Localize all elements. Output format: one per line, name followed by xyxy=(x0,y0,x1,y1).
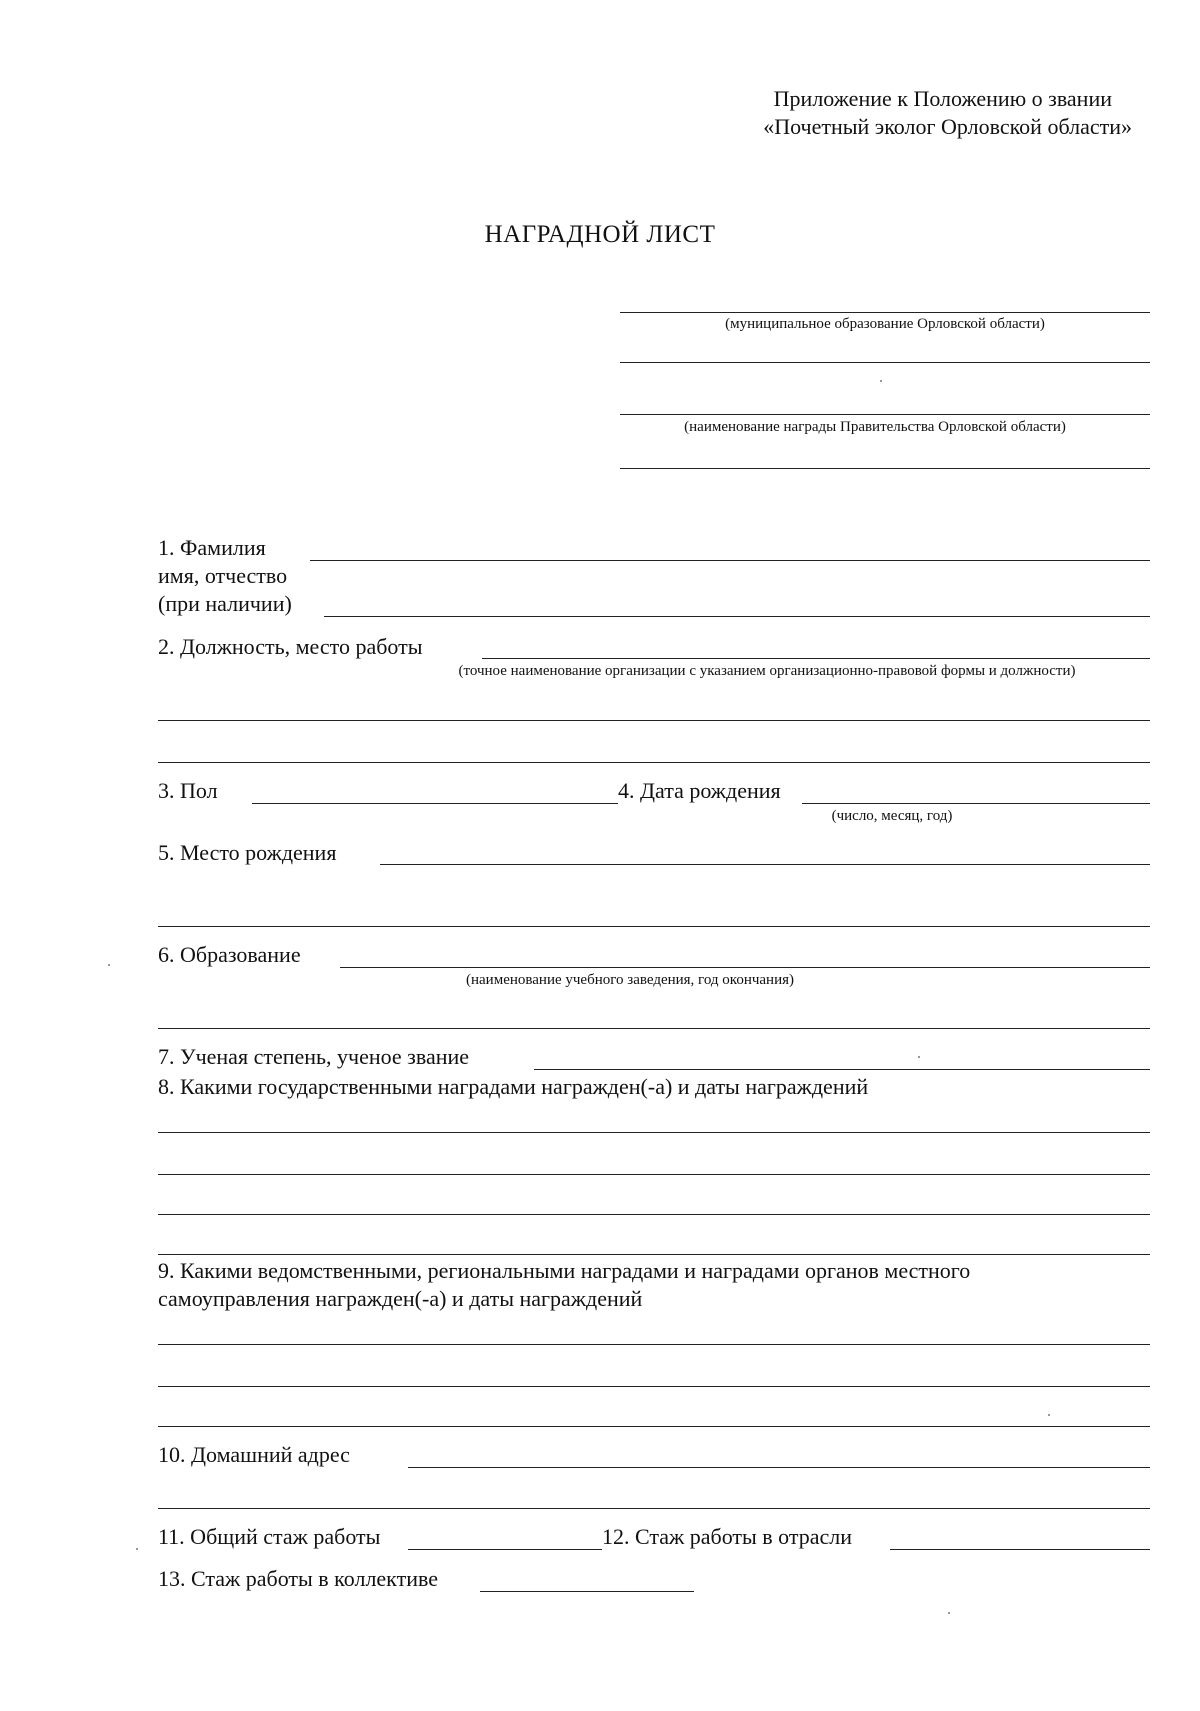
municipality-caption: (муниципальное образование Орловской области) xyxy=(725,316,1045,332)
position-line-3[interactable] xyxy=(158,762,1150,763)
document-title: НАГРАДНОЙ ЛИСТ xyxy=(484,221,716,248)
state-awards-line-2[interactable] xyxy=(158,1174,1150,1175)
total-experience-line[interactable] xyxy=(408,1549,602,1550)
scan-speck xyxy=(880,380,882,382)
field-7-label: 7. Ученая степень, ученое звание xyxy=(158,1044,470,1069)
birth-place-line[interactable] xyxy=(380,864,1150,865)
field-1-label-2: имя, отчество xyxy=(158,563,288,588)
name-patronymic-line[interactable] xyxy=(324,616,1150,617)
team-experience-line[interactable] xyxy=(480,1591,694,1592)
field-12-label: 12. Стаж работы в отрасли xyxy=(602,1524,853,1549)
position-line[interactable] xyxy=(482,658,1150,659)
organization-caption: (точное наименование организации с указанием организационно-правовой формы и должности) xyxy=(458,663,1076,679)
birth-date-caption: (число, месяц, год) xyxy=(831,808,953,824)
industry-experience-line[interactable] xyxy=(890,1549,1150,1550)
appendix-line-2: «Почетный эколог Орловской области» xyxy=(763,114,1132,139)
field-9-label: 9. Какими ведомственными, региональными наградами и наградами органов местного xyxy=(158,1258,971,1283)
education-line[interactable] xyxy=(340,967,1150,968)
home-address-line-2[interactable] xyxy=(158,1508,1150,1509)
scan-speck xyxy=(136,1548,138,1550)
regional-awards-line-1[interactable] xyxy=(158,1344,1150,1345)
municipality-line[interactable] xyxy=(620,312,1150,313)
state-awards-line-3[interactable] xyxy=(158,1214,1150,1215)
education-line-2[interactable] xyxy=(158,1028,1150,1029)
scan-speck xyxy=(108,964,110,966)
field-6-label: 6. Образование xyxy=(158,942,301,967)
field-10-label: 10. Домашний адрес xyxy=(158,1442,350,1467)
field-1-label: 1. Фамилия xyxy=(158,535,266,560)
award-name-line[interactable] xyxy=(620,414,1150,415)
scan-speck xyxy=(948,1612,950,1614)
state-awards-line-4[interactable] xyxy=(158,1254,1150,1255)
field-1-label-3: (при наличии) xyxy=(158,591,292,616)
sex-line[interactable] xyxy=(252,803,618,804)
academic-degree-line[interactable] xyxy=(534,1069,1150,1070)
field-3-label: 3. Пол xyxy=(158,778,218,803)
field-8-label: 8. Какими государственными наградами награжден(-а) и даты награждений xyxy=(158,1074,869,1099)
education-caption: (наименование учебного заведения, год окончания) xyxy=(466,972,794,988)
regional-awards-line-2[interactable] xyxy=(158,1386,1150,1387)
award-name-caption: (наименование награды Правительства Орловской области) xyxy=(684,419,1066,435)
field-5-label: 5. Место рождения xyxy=(158,840,337,865)
birth-place-line-2[interactable] xyxy=(158,926,1150,927)
municipality-line-2[interactable] xyxy=(620,362,1150,363)
position-line-2[interactable] xyxy=(158,720,1150,721)
state-awards-line-1[interactable] xyxy=(158,1132,1150,1133)
field-13-label: 13. Стаж работы в коллективе xyxy=(158,1566,438,1591)
home-address-line[interactable] xyxy=(408,1467,1150,1468)
field-4-label: 4. Дата рождения xyxy=(618,778,781,803)
surname-line[interactable] xyxy=(310,560,1150,561)
scan-speck xyxy=(1048,1414,1050,1416)
birth-date-line[interactable] xyxy=(802,803,1150,804)
scan-speck xyxy=(918,1056,920,1058)
appendix-line-1: Приложение к Положению о звании xyxy=(773,86,1112,111)
field-2-label: 2. Должность, место работы xyxy=(158,634,423,659)
regional-awards-line-3[interactable] xyxy=(158,1426,1150,1427)
field-9-label-2: самоуправления награжден(-а) и даты награждений xyxy=(158,1286,643,1311)
award-name-line-2[interactable] xyxy=(620,468,1150,469)
field-11-label: 11. Общий стаж работы xyxy=(158,1524,381,1549)
